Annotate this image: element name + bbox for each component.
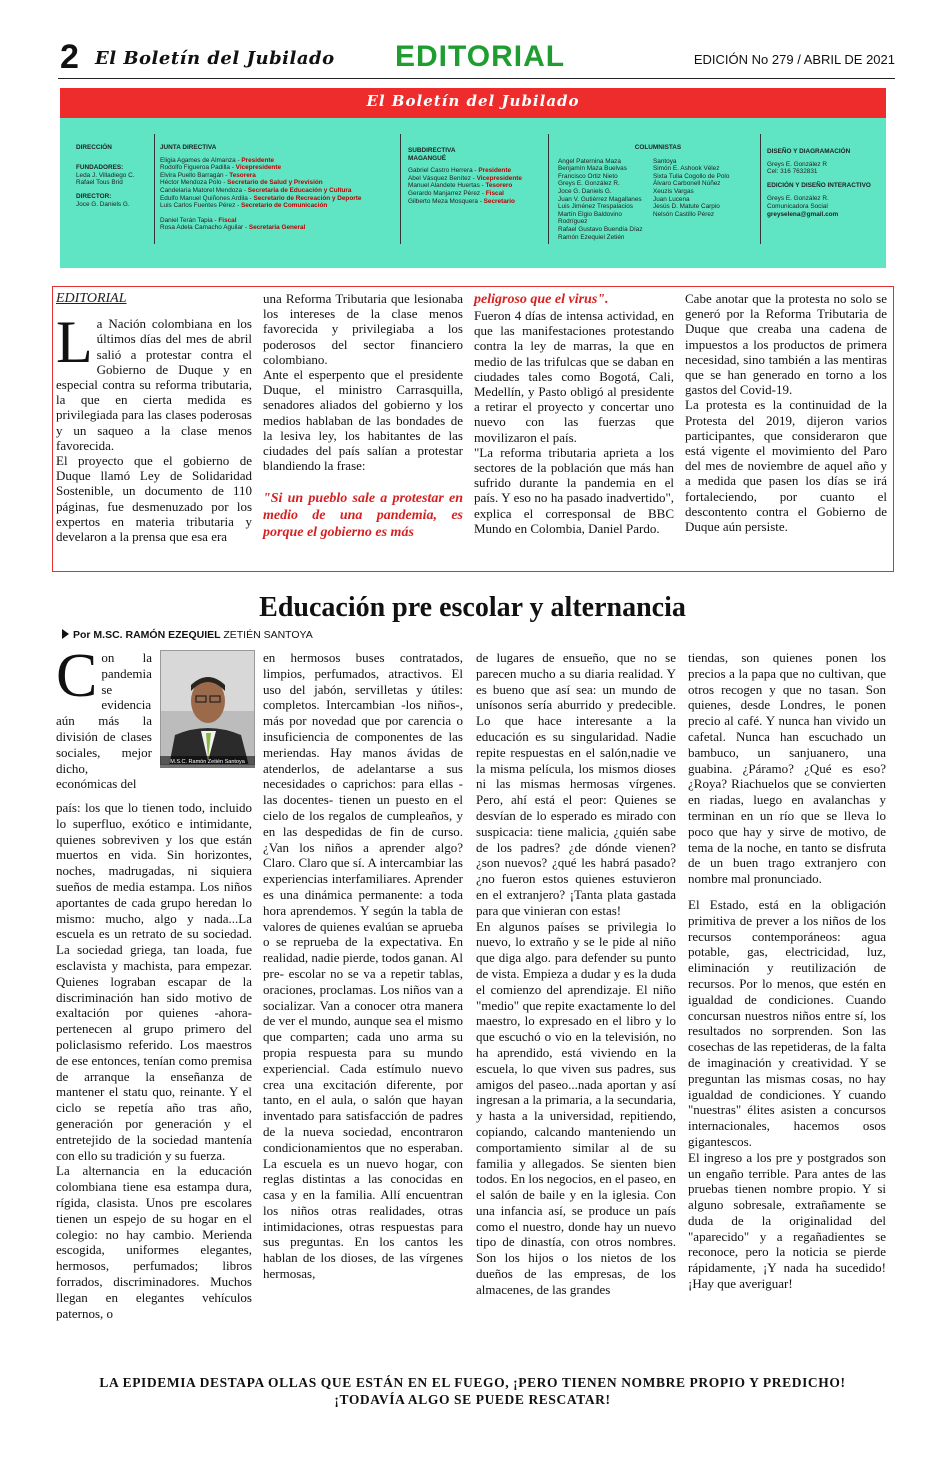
member-role: Tesorera xyxy=(229,171,256,179)
designer-phone: Cel: 316 7632831 xyxy=(767,168,818,176)
header-rule xyxy=(58,78,895,79)
editorial-column-3 xyxy=(474,291,674,536)
columnist-name: Jesús D. Matute Carpio xyxy=(653,203,720,211)
columnist-name: Rafael Gustavo Buendía Díaz xyxy=(558,225,643,233)
byline-prefix: Por M.SC. RAMÓN EZEQUIEL xyxy=(73,629,224,641)
member-row xyxy=(160,195,392,203)
masthead-separator xyxy=(760,134,761,244)
masthead-separator xyxy=(154,134,155,244)
columnist-name: Nelsón Castillo Pérez xyxy=(653,210,715,218)
member-role: Secretaria de Educación y Cultura xyxy=(247,186,352,194)
article-dropcap: C xyxy=(56,642,98,710)
member-name: Rodolfo Figueroa Padilla - xyxy=(160,164,236,172)
fundadores-label: FUNDADORES: xyxy=(76,164,124,172)
article-paragraph: de lugares de ensueño, que no se parecen mucho a su diaria realidad. Y es bueno que así sea: un mundo de unísonos sería aburrido y predecible. Lo que hace interesante a la educación es su singularidad. Nadie repite respuestas en el salón,nadie ve la misma película, los mismos dioses ni las mismas hermosas vírgenes. Pero, ahí está el peor: Quienes se desvían de lo esperado es mirado con suspicacia: tiene malicia, ¿quién sabe de los padres? ¿de dónde vienen? ¿son nuevos? ¿qué les habrá pasado? ¿no fueron estos quienes estuvieron en el extranjero? ¡Tanta plata gastada para que vinieran con estas! xyxy=(476,650,676,918)
editorial-paragraph: El proyecto que el gobierno de Duque llamó Ley de Solidaridad Sostenible, un documento de 110 páginas, fue desmenuzado por los expertos en materia tributaria y develaron a la prensa que esa era xyxy=(56,453,252,545)
photo-caption: M.S.C. Ramón Zetién Santoya xyxy=(160,756,255,768)
article-paragraph: La alternancia en la educación colombiana tiene esa estampa dura, rígida, clasista. Unos pre escolares tienen un espejo de su hogar en el colegio: no hay cambio. Merienda escogida, uniformes elegantes, hermosos, perfumados; libros forrados, discriminadores. Muchos llegan en elegantes vehículos paternos, o xyxy=(56,1163,252,1321)
columnist-name: Angel Paternina Maza xyxy=(558,157,621,165)
masthead-direccion xyxy=(76,144,152,208)
columnistas-right xyxy=(653,158,753,219)
editorial-quote: peligroso que el virus". xyxy=(474,292,609,307)
director-label: DIRECTOR: xyxy=(76,192,112,200)
member-row xyxy=(408,190,543,198)
masthead-subdirectiva xyxy=(408,147,543,205)
junta-extra-members xyxy=(160,217,392,232)
columnist-name: Martín Elgio Baldovino xyxy=(558,210,622,218)
article-paragraph: en hermosos buses contratados, limpios, perfumados, atractivos. El uso del jabón, servilletas y útiles: completos. Intercambian -los niños-, más por novedad que por carencia o insuficiencia de componentes de las meriendas. Hay manos ávidas de atenderlos, de adelantarse a sus necesidades o caprichos: para ellas -las docentes- tienen un puesto en el cielo de los regalos de cumpleaños, y en las despedidas de fin de curso. ¿Van los niños a aprender algo? Claro. Claro que sí. A intercambiar las experiencias interfamiliares. Aprender es una dinámica permanente: a toda hora aprendemos. Y según la tabla de valores de quienes evalúan se aprueba o se reprueba de la expectativa. En realidad, nadie pierde, todos ganan. Al pre- escolar no se va a repetir tablas, oraciones, proclamas. Los niños van a socializar. Van a conocer otra manera de ver el mundo, aunque sea el mismo que comparten; cada uno arma su propia respuesta para su mundo experiencial. Cada estímulo nuevo crea una excitación diferente, por tanto, en el aula, o salón que hayan inventado para satisfacción de padres de la nueva sociedad, encontraron condicionamientos que no esperaban. La escuela es un nuevo hogar, con reglas distintas a las conocidas en casa y en la familia. Allí encuentran los niños otras realidades, otras intimidaciones, otras respuestas para sus preguntas. En los cantos les hablan de los dioses, de las vírgenes hermosas, xyxy=(263,650,463,1282)
member-name: Gerardo Manjarrez Pérez - xyxy=(408,189,486,197)
member-name: Gabriel Castro Herrera - xyxy=(408,167,479,175)
masthead-title: El Boletín del Jubilado xyxy=(366,92,580,110)
columnist-name: Rodríguez xyxy=(558,218,588,226)
byline-suffix: ZETIÉN SANTOYA xyxy=(223,629,313,641)
footer-banner xyxy=(0,1374,945,1408)
member-role: Presidente xyxy=(478,167,512,175)
masthead-junta xyxy=(160,144,392,232)
masthead-separator xyxy=(400,134,401,244)
edition-info: EDICIÓN No 279 / ABRIL DE 2021 xyxy=(693,52,895,67)
member-role: Presidente xyxy=(241,156,275,164)
member-name: Abel Vásquez Benítez - xyxy=(408,174,477,182)
masthead-separator xyxy=(548,134,549,244)
article-paragraph: En algunos países se privilegia lo nuevo, lo extraño y se le pide al niño que diga algo. para defender su punto de vista. Empieza a dudar y es la duda el comienzo del aprendizaje. El niño "medio" que repite exactamente lo del maestro, lo expresado en el libro y lo que escuchó o vio en la televisión, no ha aprendido, está viviendo en la escuela, lo que viven sus padres, sus amigos del paseo...nada aportan y así ingresan a la primaria, a la secundaria, y hasta a la universidad, repitiendo, copiando, calcando manteniendo un comportamiento similar al de su familia y allegados. Se sienten bien todos. En los negocios, en el paseo, en el salón de baile y en la iglesia. Con una infancia así, se produce un país como el nuestro, donde hay un nuevo tipo de dinastía, con otros nombres. Son los hijos o los nietos de los dueños de las empresas, de los almacenes, de las grandes xyxy=(476,918,677,1297)
columnist-name: Joce G. Daniels G. xyxy=(558,187,612,195)
photo-spacer xyxy=(152,650,252,800)
editorial-paragraph: una Reforma Tributaria que lesionaba los intereses de la clase menos favorecida y privilegiaba a los poderosos del sector financiero colombiano. xyxy=(263,291,463,367)
columnist-name: Francisco Ortiz Nieto xyxy=(558,172,618,180)
member-role: Secretaria General xyxy=(248,224,306,232)
columnist-name: Xeuzis Vargas xyxy=(653,187,694,195)
junta-heading: JUNTA DIRECTIVA xyxy=(160,144,217,151)
columnist-name: Greys E. González R. xyxy=(558,180,620,188)
member-role: Secretario de Recreación y Deporte xyxy=(253,194,362,202)
columnist-name: Luis Jiménez Trespalacios xyxy=(558,203,633,211)
editorial-column-2 xyxy=(263,291,463,541)
article-column-4 xyxy=(688,650,886,1292)
member-name: Daniel Terán Tapia - xyxy=(160,216,219,224)
member-row xyxy=(408,167,543,175)
founder: Rafael Tous Brid xyxy=(76,179,123,187)
member-role: Secretario de Salud y Previsión xyxy=(227,179,323,187)
article-paragraph: on la pandemia se evidencia aún más la división de clases sociales, mejor dicho, económicas del xyxy=(56,650,152,792)
member-row xyxy=(408,175,543,183)
editor-role: Comunicadora Social xyxy=(767,202,828,210)
member-name: Manuel Alandete Huertas - xyxy=(408,182,486,190)
editorial-paragraph: La protesta es la continuidad de la Protesta del 2019, dijeron varios participantes, que consideraron que está vigente el movimiento del Paro del mes de noviembre de aquel año y a medida que pasen los días se irá fortaleciendo, por cuanto el descontento contra el Gobierno de Duque aún persiste. xyxy=(685,397,887,535)
member-role: Fiscal xyxy=(485,189,504,197)
editorial-paragraph: Fueron 4 días de intensa actividad, en que las manifestaciones protestando contra la ley de marras, la que en medio de las trifulcas que se daban en ciudades tales como Bogotá, Cali, Medellín, y Pasto obligó al presidente a retirar el proyecto y concertar uno nuevo con las fuerzas que movilizaron el país. xyxy=(474,308,674,445)
article-paragraph: país: los que lo tienen todo, incluido lo superfluo, exótico e intimidante, quienes sobreviven y los que están muertos en vida. Sin horizontes, noches, madrugadas, ni siquiera sueños de media estampa. Los niños aportantes de cada grupo heredan lo mismo: mucho, algo y nada...La escuela es un retrato de su sociedad. La sociedad griega, tan loada, fue esclavista y machista, para empezar. Quienes lograban escapar de la discriminación han sido motivo de exaltación por quienes -ahora- pertenecen al grupo primero del policlasismo referido. Los maestros de ese entonces, tenían como premisa de arranque la enseñanza de mantener el statu quo, reinante. Y el ciclo se repetía año tras año, generación por generación y el entretejido de la sociedad mantenía con ello su tradición y su fuerza. xyxy=(56,800,252,1163)
member-name: Luis Carlos Fuentes Pérez - xyxy=(160,202,241,210)
columnist-name: Benjamín Maza Buelvas xyxy=(558,165,627,173)
footer-line: LA EPIDEMIA DESTAPA OLLAS QUE ESTÁN EN EL FUEGO, ¡PERO TIENEN NOMBRE PROPIO Y PREDICHO! xyxy=(99,1375,846,1390)
columnist-name: Álvaro Carbonell Núñez xyxy=(653,180,721,188)
junta-members xyxy=(160,157,392,210)
subdirectiva-city: MAGANGUÉ xyxy=(408,154,446,162)
editorial-label: EDITORIAL xyxy=(56,291,127,306)
columnist-name: Santoya xyxy=(653,157,677,165)
subdirectiva-members xyxy=(408,167,543,205)
article-paragraph: El Estado, está en la obligación primitiva de prever a los niños de los recursos contemporáneos: agua potable, gas, electricidad, luz, eliminación y reutilización de recursos. Por lo menos, que estén en igualdad de condiciones. Cuando concursan nuestros niños entre sí, los resultados no sorprenden. Son las cosechas de las repetideras, de la falta de imaginación y creatividad. Y se preguntan las mismas cosas, no hay igualdad de condiciones. Y cuando "nuestras" élites asisten a concursos internacionales, hacemos osos gigantescos. xyxy=(688,896,886,1149)
direccion-heading: DIRECCIÓN xyxy=(76,144,112,151)
member-row xyxy=(160,164,392,172)
columnist-name: Simón E. Ashook Vélez xyxy=(653,165,720,173)
member-row xyxy=(160,217,392,225)
member-row xyxy=(160,179,392,187)
article-byline xyxy=(62,629,313,641)
article-paragraph: tiendas, son quienes ponen los precios a la papa que no cultivan, que otros recogen y que no tasan. Son quienes, desde Londres, le ponen precio al café. Y nunca han vivido un cafetal. Nunca han escuchado un bambuco, un sanjuanero, una guabina. ¿Páramo? ¿Qué es eso? ¿Roya? Riachuelos que se convierten en riadas, luego en avalanchas y terminan en un río que se lleva lo poco que hay y sirve de motivo, de tema de la noche, en tanto se disfruta de un buen trago extranjero con nombre mal pronunciado. xyxy=(688,650,886,887)
triangle-icon xyxy=(62,629,69,639)
columnist-name: Juan V. Gutiérrez Magallanes xyxy=(558,195,642,203)
article-column-1 xyxy=(56,642,252,1321)
footer-line: ¡TODAVÍA ALGO SE PUEDE RESCATAR! xyxy=(334,1392,611,1407)
director-name: Joce G. Daniels G. xyxy=(76,200,130,208)
subdirectiva-heading: SUBDIRECTIVA xyxy=(408,147,456,154)
editorial-paragraph: a Nación colombiana en los últimos días del mes de abril salió a protestar contra el Gobierno de Duque y en especial contra su reforma tributaria, la que en cierta medida es privilegiada para las clases poderosas y un saqueo a la clase menos favorecida. xyxy=(56,316,252,453)
member-name: Candelaria Matorel Mendoza - xyxy=(160,186,248,194)
columnistas-heading: COLUMNISTAS xyxy=(634,144,682,151)
member-row xyxy=(408,198,543,206)
member-role: Secretario de Comunicación xyxy=(240,202,328,210)
member-name: Gilberto Meza Mosquera - xyxy=(408,197,484,205)
masthead-diseno xyxy=(767,148,885,218)
editorial-paragraph: Cabe anotar que la protesta no solo se generó por la Reforma Tributaria de Duque que creaba una cadena de impuestos a los productos de primera necesidad, sino también a las mentiras que se han generado en torno a los gastos del Covid-19. xyxy=(685,291,887,398)
member-role: Vicepresidente xyxy=(235,164,282,172)
edicion-heading: EDICIÓN Y DISEÑO INTERACTIVO xyxy=(767,181,871,189)
columnist-name: Sixta Tulia Cogollo de Polo xyxy=(653,172,730,180)
article-column-3 xyxy=(476,650,676,1298)
article-column-2 xyxy=(263,650,463,1282)
editorial-paragraph: "La reforma tributaria aprieta a los sectores de la población que más han sufrido durante la pandemia en el país. Y eso no ha pasado inadvertido", explica el corresponsal de BBC Mundo en Colombia, Daniel Pardo. xyxy=(474,444,674,536)
member-name: Héctor Mendoza Polo - xyxy=(160,179,228,187)
member-name: Edulfo Manuel Quiñones Ardila - xyxy=(160,194,254,202)
editorial-column-1 xyxy=(56,291,252,544)
member-row xyxy=(160,202,392,210)
editorial-quote: "Si un pueblo sale a protestar en medio de una pandemia, es porque el gobierno es más xyxy=(263,491,463,541)
founder: Leda J. Villadiego C. xyxy=(76,171,135,179)
section-title: EDITORIAL xyxy=(395,40,566,73)
member-row xyxy=(160,224,392,232)
member-role: Tesorero xyxy=(485,182,513,190)
article-title: Educación pre escolar y alternancia xyxy=(259,592,686,623)
member-row xyxy=(160,187,392,195)
editorial-paragraph: Ante el esperpento que el presidente Duque, el ministro Carrasquilla, senadores aliados del gobierno y los medios hablaban de las bondades de la lesiva ley, los habitantes de las ciudades del país salían a protestar blandiendo la frase: xyxy=(263,367,463,474)
editorial-dropcap: L xyxy=(56,309,93,376)
member-role: Secretario xyxy=(483,197,515,205)
member-role: Fiscal xyxy=(218,216,237,224)
masthead-columnistas xyxy=(558,144,758,241)
member-row xyxy=(160,157,392,165)
member-name: Elvira Puello Barragán - xyxy=(160,171,230,179)
diseno-heading: DISEÑO Y DIAGRAMACIÓN xyxy=(767,148,851,155)
page-number: 2 xyxy=(60,38,79,76)
member-name: Rosa Adela Camacho Aguilar - xyxy=(160,224,249,232)
columnist-name: Juan Lucena xyxy=(653,195,690,203)
editor-name: Greys E. González R. xyxy=(767,195,829,203)
editor-email[interactable]: greyselena@gmail.com xyxy=(767,210,839,218)
editorial-column-4 xyxy=(685,291,887,534)
columnist-name: Ramón Ezequiel Zetién xyxy=(558,233,625,241)
member-row xyxy=(408,182,543,190)
member-name: Eligia Agames de Almanza - xyxy=(160,156,242,164)
member-row xyxy=(160,172,392,180)
paper-name: El Boletín del Jubilado xyxy=(95,48,335,69)
member-role: Vicepresidente xyxy=(476,174,522,182)
columnistas-left xyxy=(558,158,654,242)
article-paragraph: El ingreso a los pre y postgrados son un engaño terrible. Para antes de las pruebas tienen nombre propio. Y si alguno sobresale, extrañamente se duda de la originalidad del "aparecido" y a regañadientes se reconoce, pero la noticia se pierde rápidamente, ¡Y nada ha sucedido! ¡Hay que averiguar! xyxy=(688,1149,886,1292)
designer-name: Greys E. González R xyxy=(767,160,828,168)
